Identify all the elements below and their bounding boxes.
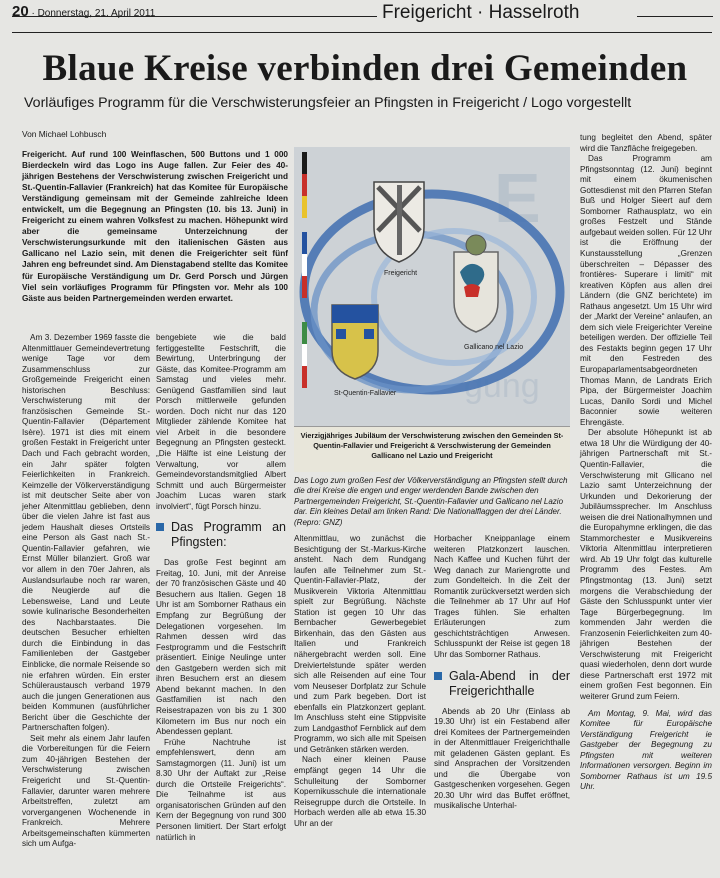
closing-note: Am Montag, 9. Mai, wird das Komitee für Europäische Verständigung Freigericht ie Gastgeber der Begegnung zu Pfingsten mit weiteren Informationen versorgen. Beginn im Somborner Rathaus ist um 19.5 Uhr. xyxy=(580,708,712,792)
paragraph: Seit mehr als einem Jahr laufen die Vorbereitungen für die Feiern zum 40-jährigen Bestehen der Verschwisterung zwischen Freigericht und St.-Quentin-Fallavier, darunter waren mehrere Arbeitstreffen, zuletzt am vorvergangenen Wochenende in Frankreich. Mehrere Arbeitsgemeinschaften kümmerten sich um Aufga- xyxy=(22,733,150,849)
byline: Von Michael Lohbusch xyxy=(22,129,107,139)
issue-date: Donnerstag, 21. April 2011 xyxy=(37,8,156,19)
column-5 xyxy=(580,133,712,793)
column-4 xyxy=(434,534,570,812)
header-rule-right xyxy=(637,16,713,17)
paragraph: Frühe Nachtruhe ist empfehlenswert, denn am Samstagmorgen (11. Juni) ist um 8.30 Uhr der Auftakt zur „Reise durch die Ortsteile Freigerichts“. Die Teilnahme ist aus organisatorischen Gründen auf den Kern der Begegnung von rund 300 Personen limitiert. Der Start erfolgt natürlich in xyxy=(156,737,286,842)
paragraph: Das Programm am Pfingstsonntag (12. Juni) beginnt mit einem ökumenischen Gottesdienst mit den Pfarren Stefan Buß und Holger Sieert auf dem Somborner Rathausplatz, wo ein großes Festzelt und Stände aufgebaut weiden sollen. Für 12 Uhr ist die Eröffnung der Kunstausstellung „Grenzen überschreiten – Dépasser des frontières- Superare i limiti“ mit kreativen Köpfen aus allen drei Ländern (die GNZ berichtete) im Rathaus angesetzt. Um 15 Uhr wird der „Markt der Vereine“ anlaufen, an dem sich viele Freigerichter Vereine beteiligen werden. Der offizielle Teil des Festakts beginn gegen 17 Uhr mit den Festreden des Europaparlamentsabgeordneten Thomas Mann, de Landrats Erich Pipa, der Bürgermeister Joachim Lucas, Danilo Sordi und Michel Baconnier sowie weiteren Ehrengäste. xyxy=(580,154,712,427)
paragraph: Am 3. Dezember 1969 fasste die Altenmittlauer Gemeindevertretung wenige Tage vor dem Zusammenschluss zur Großgemeinde Freigericht einen historischen Beschluss: Verschwisterung mit der französischen Gemeinde St.-Quentin-Fallavier (Département Isère). 1971 ist dies mit einem großen Festakt in Freigericht unter Dach und Fach gebracht worden, ein Jahr später folgten Feierlichkeiten in Frankreich. Keimzelle der Völkerverständigung ist mit deutscher Seite aber von jeher Altenmittlau geblieben, denn über die vielen Jahre ist fast aus jedem Haushalt dieses Ortsteils eine Person als Gast nach St.-Quentin-Fallavier gefahren, wie Ernst Müller bilanziert. Groß war vor allem in den 70er Jahren, als Auslandsurlaube noch rar waren, die Neugierde auf die Lebensweise, Land und Leute sowie kulinarische Besonderheiten des Nachbarstaates. Die deutschen Besucher erhielten durch die Einbindung in das Familienleben der Gastgeber Einblicke, die normale Reisende so nie erfahren würden. Ein erster Schüleraustausch verband 1979 auch die jungen Generationen aus beiden Kommunen (ausführlicher Bericht über die Geschichte der Partnerschaften folgen). xyxy=(22,333,150,733)
paragraph: Das große Fest beginnt am Freitag, 10. Juni, mit der Anreise der 70 französischen Gäste und 40 Besuchern aus Italien. Gegen 18 Uhr ist am Somborner Rathaus ein Empfang zur Begrüßung der Delegationen vorgesehen. Im Rahmen dessen wird das Festprogramm und die Festschrift präsentiert. Einige Neulinge unter den Gastgebern werden sich mit ihren Besuchern erst an diesem Abend bekannt machen. In den Gastfamilien ist nach den Reisestrapazen von bis zu 1 300 Kilometern im Bus nur noch ein Abendessen geplant. xyxy=(156,558,286,737)
label-st-quentin: St-Quentin-Fallavier xyxy=(334,390,397,397)
column-3 xyxy=(294,534,426,829)
header-rule-bottom xyxy=(12,32,712,33)
svg-text:E: E xyxy=(494,159,541,237)
paragraph: Abends ab 20 Uhr (Einlass ab 19.30 Uhr) ist ein Festabend aller drei Komitees der Partnergemeinden in der Altenmittlauer Freigerichthalle mit geladenen Gästen geplant. Es sind Ansprachen der Vorsitzenden und die Übergabe von Gastgeschenken vorgesehen. Gegen 20.30 Uhr wird das Buffet eröffnet, musikalische Unterhal- xyxy=(434,706,570,811)
page-header-left: 20 · Donnerstag, 21. April 2011 xyxy=(12,3,156,20)
logo-graphic xyxy=(294,147,570,472)
logo-photo xyxy=(294,147,570,472)
paragraph: Altenmittlau, wo zunächst die Besichtigung der St.-Markus-Kirche ansteht. Nach dem Rundgang laufen alle Teilnehmer zum St.-Quentin-Fallavier-Platz, der Musikverein Viktoria Altenmittlau spielt zur Begrüßung. Nächste Station ist gegen 10 Uhr das Bernbacher Gewerbegebiet Birkenhain, das den Gästen aus Italien und Frankreich nähergebracht werden soll. Eine Dreiviertelstunde später werden sich alle Reisenden auf eine Tour vom Neuseser Dorfplatz zur Schule und zum Park begeben. Dort ist ebenfalls ein Platzkonzert geplant. Im Anschluss steht eine Stippvisite zum Landgasthof Fernblick auf dem Programm, wo sich alle mit Speisen und Getränken stärken werden. xyxy=(294,534,426,754)
paragraph: Horbacher Kneippanlage einem weiteren Platzkonzert lauschen. Nach Kaffee und Kuchen führt der Weg danach zur Mariengrotte und zum Gondelteich. In die Zeit der Romantik zurückversetzt werden sich die Teilnehmer ab 17 Uhr auf Hof Trages fühlen. Sie erhalten Erläuterungen zum geschichtsträchtigen Anwesen. Schlusspunkt der Reise ist gegen 18 Uhr das Somborner Rathaus. xyxy=(434,534,570,660)
section-title: Freigericht · Hasselroth xyxy=(382,2,580,23)
svg-text:gung: gung xyxy=(464,367,540,405)
photo-caption: Das Logo zum großen Fest der Völkerverständigung an Pfingsten stellt durch die drei Kreise die engen und enger werdenden Bande zwischen den Partnergemeinden Freigericht, St.-Quentin-Fallavier und Gallicano nel Lazio dar. Ein kleines Detail am linken Rand: Die Nationalflaggen der drei Länder. (Repro: GNZ) xyxy=(294,476,568,527)
photo-credit: (Repro: GNZ) xyxy=(294,517,343,527)
label-gallicano: Gallicano nel Lazio xyxy=(464,344,524,351)
paragraph: bengebiete wie die bald fertiggestellte Festschrift, die Bewirtung, Unterbringung der Gäste, das Komitee-Programm am Samstag und vieles mehr. Genügend Gastfamilien sind laut Porsch mittlerweile gefunden worden. Doch nicht nur das 120 Mitglieder zählende Komitee hat viel Arbeit in die besondere Begegnung an Pfingsten gesteckt. „Die Hälfte ist eine Leistung der Verwaltung, vor allem Gemeindevorstandsmitglied Albert Schmitt und auch Bürgermeister Joachim Lucas waren stark involviert“, fügt Porsch hinzu. xyxy=(156,333,286,511)
paragraph: Der absolute Höhepunkt ist ab etwa 18 Uhr die Würdigung der 40-jährigen Partnerschaft mit St.-Quentin-Fallavier, die Verschwisterung mit Gllicano nel Lazio samt Unterzeichnung der Urkunden und Dekorierung der Jubiläumssprecher. Im Anschluss weisen die drei Nationalhymnen und die Europahymne erklingen, die das Stammorchester e Musikvereins Viktoria Altenmittlau interpretieren wird. Ab 19 Uhr folgt das kulturelle Programm des Festes. Am Pfingstmontag (13. Juni) setzt morgens die Verabschiedung der Gäste den Schlusspunkt unter vier Tage Bürgerbegegnung. Im kommenden Jahr werden die Franzosenin Feierlichkeiten zum 40-jährigen Bestehen der Verschwisterung mit Freigericht quasi wiederholen, denn dort wurde diese Partnerschaft erst 1972 mit einem großen Fest begonnen. Ein weiterer Grund zum Feiern. xyxy=(580,428,712,701)
page-number: 20 xyxy=(12,3,29,20)
square-bullet-icon xyxy=(434,672,442,680)
paragraph: Nach einer kleinen Pause empfängt gegen 14 Uhr die Schulleitung der Somborner Kopernikusschule die internationale Reisegruppe durch die Ortsteile. In Horbach werden alle ab etwa 15.30 Uhr an der xyxy=(294,755,426,828)
square-bullet-icon xyxy=(156,523,164,531)
lead-paragraph: Freigericht. Auf rund 100 Weinflaschen, 500 Buttons und 1 000 Bierdeckeln wird das Logo ins Auge fallen. Zur Feier des 40-jährigen Bestehens der Verschwisterung zwischen Freigericht und St.-Quentin-Fallavier (Frankreich) hat das Komitee für Europäische Verständigung gemeinsam mit der Gemeinde zahlreiche Ideen entwickelt, um die Begegnung an Pfingsten (10. bis 13. Juni) in Freigericht zu einem wahren Volksfest zu machen. Höhepunkt wird aber die gemeinsame Unterzeichnung der Verschwisterungsurkunde mit den italienischen Gästen aus Gallicano nel Lazio sein, mit denen die Freigerichter seit fünf Jahren eng befreundet sind. Am Dienstagabend stellte das Komitee für Europäische Verständigung um Dr. Gerd Porsch und Jürgen Viel sein vorläufiges Programm für Pfingsten vor. Mehr als 100 Gäste aus beiden Partnergemeinden werden erwartet. xyxy=(22,150,288,303)
column-2 xyxy=(156,333,286,843)
article-subtitle: Vorläufiges Programm für die Verschwisterungsfeier an Pfingsten in Freigericht / Logo vorgestellt xyxy=(24,95,632,111)
article-title: Blaue Kreise verbinden drei Gemeinden xyxy=(42,48,688,89)
logo-banner-text: Vierzigjähriges Jubiläum der Verschwisterung zwischen den Gemeinden St-Quentin-Fallavier und Freigericht & Verschwisterung der Gemeinden Gallicano nel Lazio und Freigericht xyxy=(294,426,570,472)
paragraph: tung begleitet den Abend, später wird die Tanzfläche freigegeben. xyxy=(580,133,712,153)
subheading-gala: Gala-Abend in der Freigerichthalle xyxy=(434,669,570,699)
header-rule-left xyxy=(12,16,377,17)
column-1 xyxy=(22,333,150,850)
subheading-programm: Das Programm an Pfingsten: xyxy=(156,520,286,550)
label-freigericht: Freigericht xyxy=(384,270,418,277)
